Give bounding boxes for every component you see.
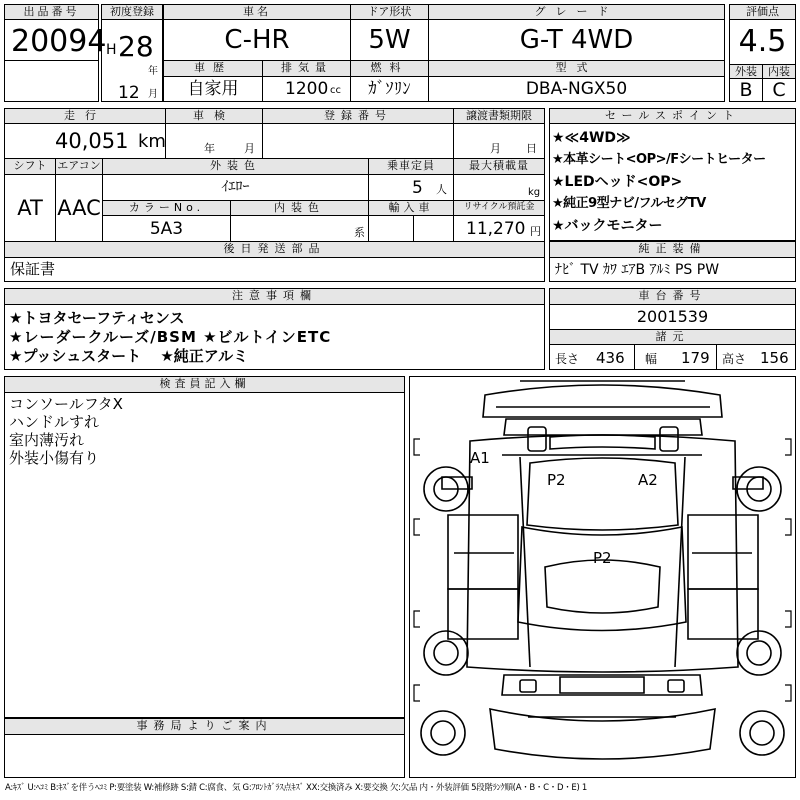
mileage: 40,051 — [55, 129, 129, 153]
damage-mark-a1: A1 — [470, 449, 490, 467]
ext-color: ｲｴﾛｰ — [221, 179, 250, 195]
int-color-label: 内装色 — [231, 201, 368, 215]
grade: G-T 4WD — [519, 25, 634, 55]
damage-mark-p2: P2 — [593, 549, 612, 567]
load-label: 最大積載量 — [454, 159, 544, 174]
grade-label: グレード — [429, 5, 724, 19]
sales-point: ★本革シート<OP>/Fシートヒーター — [552, 152, 766, 167]
first-reg-box — [101, 4, 163, 102]
transfer-day-unit: 日 — [526, 142, 537, 155]
lot-label: 出品番号 — [5, 5, 98, 20]
capacity-unit: 人 — [436, 183, 447, 196]
width: 179 — [681, 349, 710, 367]
displacement-label: 排気量 — [263, 61, 350, 76]
legend: A:ｷｽﾞ U:ﾍｺﾐ B:ｷｽﾞを伴うﾍｺﾐ P:要塗装 W:補修跡 S:錆 C:腐食、気 G:ﾌﾛﾝﾄｶﾞﾗｽ点ｷｽﾞ XX:交換済み X:要交換 欠:欠品 内・外装評価 5段階ﾗﾝｸ順(A・B・C・D・E) 1 — [5, 783, 588, 793]
import-label: 輸入車 — [369, 201, 453, 215]
transfer-label: 譲渡書類期限 — [454, 109, 544, 123]
first-reg-label: 初度登録 — [102, 5, 162, 20]
chassis-title: 車台番号 — [550, 289, 795, 304]
model-label: 型式 — [429, 61, 724, 76]
transfer-month-unit: 月 — [490, 142, 501, 155]
color-no-label: カラーNo. — [103, 201, 230, 215]
history-label: 車歴 — [164, 61, 262, 76]
displacement: 1200 — [285, 79, 329, 99]
reg-month: 12 — [118, 83, 140, 103]
height-label: 高さ — [722, 352, 747, 366]
score: 4.5 — [738, 24, 787, 59]
sales-point: ★≪4WD≫ — [552, 130, 631, 146]
inspector-line: 室内薄汚れ — [9, 431, 85, 449]
damage-mark-p2: P2 — [547, 471, 566, 489]
insp-year-unit: 年 — [204, 142, 215, 155]
history: 自家用 — [187, 79, 239, 99]
car-name: C-HR — [224, 25, 290, 55]
chassis-number: 2001539 — [636, 307, 709, 326]
capacity: 5 — [412, 178, 423, 198]
int-grade: C — [772, 79, 786, 101]
sales-point: ★LEDヘッド<OP> — [552, 174, 683, 190]
load-unit: kg — [528, 187, 541, 198]
mileage-unit: km — [138, 131, 166, 152]
fuel-label: 燃料 — [351, 61, 428, 76]
insp-month-unit: 月 — [244, 142, 255, 155]
recycle: 11,270 — [466, 219, 526, 239]
inspector-line: ハンドルすれ — [9, 413, 100, 431]
inspector-line: 外装小傷有り — [9, 449, 100, 467]
year-unit: 年 — [148, 66, 158, 77]
fuel: ｶﾞｿﾘﾝ — [368, 79, 411, 99]
door-type: 5W — [368, 25, 411, 55]
reg-number-label: 登録番号 — [263, 109, 453, 123]
ac-label: エアコン — [57, 159, 101, 172]
later-parts-label: 後日発送部品 — [5, 242, 544, 257]
length-label: 長さ — [555, 352, 580, 366]
sales-point: ★純正9型ナビ/フルセグTV — [552, 196, 706, 211]
color-no: 5A3 — [149, 219, 184, 239]
ac: AAC — [57, 196, 101, 220]
int-color-unit: 系 — [354, 226, 365, 239]
shift: AT — [17, 196, 43, 220]
damage-mark-a2: A2 — [638, 471, 658, 489]
length: 436 — [596, 349, 625, 367]
car-diagram — [409, 376, 796, 778]
equipment-value: ﾅﾋﾞ TV ｶﾜ ｴｱB ｱﾙﾐ PS PW — [555, 262, 720, 278]
mileage-label: 走行 — [5, 109, 165, 123]
lot-box — [4, 4, 107, 102]
sales-point: ★バックモニター — [552, 218, 663, 234]
width-label: 幅 — [645, 352, 658, 366]
score-label: 評価点 — [730, 5, 795, 19]
ext-grade: B — [739, 79, 753, 101]
notes-title: 注意事項欄 — [5, 289, 544, 304]
sales-title: セールスポイント — [550, 109, 795, 123]
note-line: ★レーダークルーズ/BSM ★ビルトインETC — [9, 328, 332, 346]
dims-title: 諸元 — [550, 330, 795, 344]
note-line: ★プッシュスタート ★純正アルミ — [9, 347, 249, 365]
note-line: ★トヨタセーフティセンス — [9, 309, 185, 327]
ext-grade-label: 外装 — [730, 65, 762, 78]
int-grade-label: 内装 — [763, 65, 795, 78]
lot-number: 20094 — [11, 24, 107, 59]
model: DBA-NGX50 — [525, 79, 628, 99]
inspector-title: 検査員記入欄 — [5, 377, 404, 392]
height: 156 — [760, 349, 789, 367]
office-title: 事務局よりご案内 — [5, 719, 404, 734]
car-outline — [410, 377, 795, 777]
inspection-label: 車検 — [166, 109, 262, 123]
month-unit: 月 — [148, 89, 158, 100]
era: H — [106, 42, 117, 58]
car-name-label: 車名 — [164, 5, 350, 19]
recycle-label: リサイクル預託金 — [454, 201, 544, 215]
door-label: ドア形状 — [351, 5, 428, 19]
equipment-title: 純正装備 — [550, 242, 795, 257]
ext-color-label: 外装色 — [103, 159, 368, 174]
shift-label: シフト — [5, 159, 55, 174]
recycle-unit: 円 — [530, 225, 541, 238]
displacement-unit: cc — [330, 85, 341, 96]
inspector-line: コンソールフタX — [9, 395, 123, 413]
later-parts-value: 保証書 — [10, 260, 56, 278]
capacity-label: 乗車定員 — [369, 159, 453, 174]
reg-year: 28 — [118, 30, 154, 63]
